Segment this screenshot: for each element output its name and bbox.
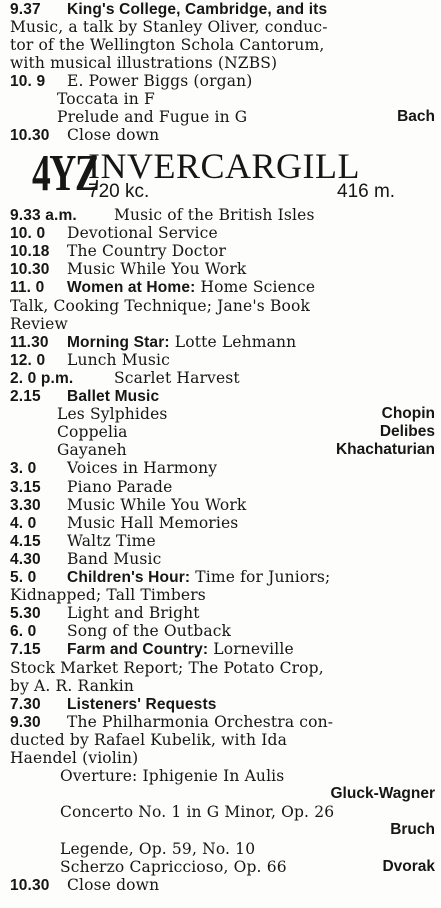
time: 4.30: [10, 550, 41, 568]
program-text: tor of the Wellington Schola Cantorum,: [10, 36, 325, 54]
program-text: Talk, Cooking Technique; Jane's Book: [10, 296, 311, 315]
schedule-line: [10, 496, 246, 515]
time: 5.30: [10, 605, 41, 623]
program-text: Gayaneh: [57, 441, 127, 460]
program-text: Music of the British Isles: [114, 206, 315, 224]
time: 7.30: [10, 695, 41, 713]
schedule-line: [10, 242, 226, 261]
schedule-line: [10, 206, 315, 225]
time: 10.30: [10, 876, 50, 894]
station-name: INVERCARGILL: [88, 146, 360, 186]
program-text: Kidnapped; Tall Timbers: [10, 586, 206, 605]
program-text: Legende, Op. 59, No. 10: [60, 839, 256, 858]
program-text: ducted by Rafael Kubelik, with Ida: [10, 730, 287, 749]
program-text: Review: [10, 314, 68, 333]
program-title: Farm and Country:: [67, 641, 209, 659]
time: 10.18: [10, 243, 50, 261]
program-text: by A. R. Rankin: [10, 676, 135, 695]
time: 5. 0: [10, 569, 37, 586]
schedule-line: [10, 297, 310, 315]
program-text: Lotte Lehmann: [169, 332, 297, 351]
schedule-line: [10, 36, 324, 54]
program-text: Band Music: [67, 549, 162, 568]
schedule-line: [10, 659, 324, 677]
program-text: Lunch Music: [67, 350, 170, 369]
schedule-line: [60, 840, 255, 858]
program-text: Stock Market Report; The Potato Crop,: [10, 658, 324, 677]
schedule-line: [10, 713, 333, 732]
time: 10.30: [10, 127, 50, 144]
schedule-line: [57, 423, 128, 441]
schedule-line: [10, 478, 172, 497]
program-text: with musical illustrations (NZBS): [10, 54, 278, 72]
time: 11.30: [10, 333, 49, 351]
schedule-line: [10, 126, 159, 145]
schedule-line: [10, 604, 200, 623]
time: 3.15: [10, 478, 41, 496]
schedule-line: [10, 224, 218, 243]
time: 3. 0: [10, 460, 37, 478]
program-text: Piano Parade: [67, 477, 173, 496]
schedule-line: [10, 550, 161, 569]
schedule-line: [10, 459, 217, 478]
time: 10.30: [10, 261, 50, 279]
program-title: King's College, Cambridge, and its: [67, 1, 328, 18]
time: 11. 0: [10, 279, 45, 297]
schedule-line: [60, 767, 284, 785]
schedule-line: [10, 532, 156, 551]
program-title: Ballet Music: [67, 388, 160, 405]
schedule-line: [60, 858, 287, 876]
schedule-line: [10, 749, 138, 767]
schedule-line: [10, 622, 231, 641]
schedule-line: [10, 315, 68, 333]
schedule-line: [10, 731, 287, 749]
schedule-line: [10, 568, 330, 587]
program-text: Time for Juniors;: [190, 568, 331, 586]
program-text: Haendel (violin): [10, 749, 139, 767]
schedule-line: [10, 260, 246, 279]
time: 4.15: [10, 532, 41, 550]
schedule-line: [57, 90, 155, 108]
program-title: Children's Hour:: [67, 569, 191, 586]
schedule-line: [10, 586, 206, 604]
program-text: Close down: [67, 875, 160, 894]
program-text: Voices in Harmony: [67, 459, 218, 478]
schedule-line: [10, 54, 277, 72]
program-text: Devotional Service: [67, 224, 218, 243]
schedule-line: [10, 278, 315, 297]
composer: Delibes: [379, 423, 435, 441]
program-text: Coppelia: [57, 423, 128, 442]
schedule-line: [10, 369, 240, 388]
time: 2. 0 p.m.: [10, 369, 74, 387]
time: 3.30: [10, 496, 41, 514]
time: 10. 0: [10, 225, 46, 243]
station-frequency: 720 kc.: [88, 181, 150, 202]
time: 6. 0: [10, 623, 37, 641]
program-text: Toccata in F: [57, 90, 155, 108]
time: 9.33 a.m.: [10, 207, 77, 224]
program-title: Morning Star:: [67, 333, 170, 351]
time: 12. 0: [10, 351, 46, 369]
schedule-line: [57, 405, 168, 423]
program-text: Light and Bright: [67, 604, 200, 623]
program-text: Overture: Iphigenie In Aulis: [60, 767, 285, 786]
program-text: The Philharmonia Orchestra con-: [67, 712, 334, 731]
schedule-line: [10, 351, 170, 370]
schedule-line: [10, 387, 159, 406]
composer: Gluck-Wagner: [330, 785, 435, 803]
schedule-line: [10, 0, 327, 19]
program-text: Prelude and Fugue in G: [57, 108, 248, 126]
time: 4. 0: [10, 514, 37, 532]
program-text: Scherzo Capriccioso, Op. 66: [60, 857, 287, 876]
program-text: Music While You Work: [67, 260, 247, 279]
composer: Dvorak: [382, 857, 435, 875]
schedule-line: [10, 640, 294, 659]
schedule-line: [10, 18, 328, 36]
program-text: The Country Doctor: [67, 242, 227, 261]
schedule-line: [57, 108, 247, 126]
composer: Khachaturian: [335, 441, 435, 459]
time: 7.15: [10, 641, 41, 659]
schedule-line: [10, 72, 252, 91]
schedule-line: [57, 441, 127, 459]
program-title: Women at Home:: [67, 279, 196, 297]
schedule-line: [10, 514, 238, 533]
schedule-line: [10, 876, 159, 895]
program-text: Music, a talk by Stanley Oliver, conduc-: [10, 18, 328, 36]
station-wavelength: 416 m.: [337, 181, 396, 202]
program-title: Listeners' Requests: [67, 695, 217, 713]
composer: Bruch: [390, 821, 435, 839]
station-logo: 4YZ: [32, 145, 99, 202]
schedule-line: [10, 333, 296, 352]
schedule-line: [10, 695, 217, 714]
time: 10. 9: [10, 73, 46, 90]
composer: Bach: [397, 108, 435, 125]
program-text: Waltz Time: [67, 531, 156, 550]
program-text: Home Science: [195, 278, 316, 297]
schedule-line: [60, 803, 334, 821]
schedule-line: [10, 677, 134, 695]
time: 9.30: [10, 713, 41, 731]
program-text: Lorneville: [208, 640, 294, 659]
program-text: Scarlet Harvest: [114, 368, 240, 387]
program-text: Music While You Work: [67, 495, 247, 514]
program-text: Concerto No. 1 in G Minor, Op. 26: [60, 803, 335, 822]
program-text: Close down: [67, 126, 160, 144]
program-text: Les Sylphides: [57, 405, 168, 424]
time: 9.37: [10, 1, 41, 18]
program-text: Music Hall Memories: [67, 513, 239, 532]
composer: Chopin: [381, 405, 435, 423]
program-text: E. Power Biggs (organ): [67, 72, 253, 90]
program-text: Song of the Outback: [67, 622, 232, 641]
time: 2.15: [10, 388, 41, 405]
